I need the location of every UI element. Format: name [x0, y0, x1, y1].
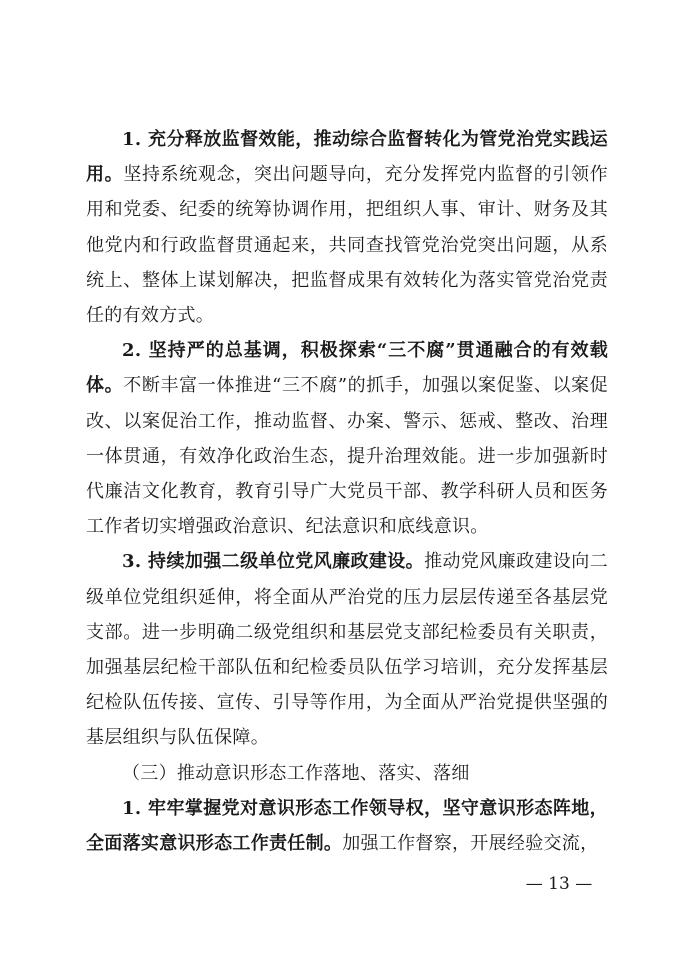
- paragraph-1-lead: 1. 充分释放监督效能，推动综合监督转化为管党治党实践运用。: [86, 129, 608, 186]
- paragraph-4-body: 加强工作督察，开展经验交流，: [342, 833, 599, 855]
- paragraph-1: [86, 122, 608, 333]
- document-body: [86, 122, 608, 861]
- paragraph-3-lead: 3. 持续加强二级单位党风廉政建设。: [122, 551, 425, 573]
- paragraph-3: [86, 544, 608, 755]
- paragraph-4-lead: 1. 牢牢掌握党对意识形态工作领导权，坚守意识形态阵地，全面落实意识形态工作责任制。: [86, 797, 608, 855]
- paragraph-2: [86, 333, 608, 544]
- paragraph-4: [86, 791, 608, 861]
- paragraph-1-body: 坚持系统观念，突出问题导向，充分发挥党内监督的引领作用和党委、纪委的统筹协调作用，把组织人事、审计、财务及其他党内和行政监督贯通起来，共同查找管党治党突出问题，从系统上、整体上谋划解决，把监督成果有效转化为落实管党治党责任的有效方式。: [86, 164, 608, 327]
- paragraph-3-body: 推动党风廉政建设向二级单位党组织延伸，将全面从严治党的压力层层传递至各基层党支部。进一步明确二级党组织和基层党支部纪检委员有关职责，加强基层纪检干部队伍和纪检委员队伍学习培训，充分发挥基层纪检队伍传接、宣传、引导等作用，为全面从严治党提供坚强的基层组织与队伍保障。: [86, 551, 608, 749]
- paragraph-2-lead: 2. 坚持严的总基调，积极探索“三不腐”贯通融合的有效载体。: [86, 340, 608, 397]
- paragraph-2-body: 不断丰富一体推进“三不腐”的抓手，加强以案促鉴、以案促改、以案促治工作，推动监督、办案、警示、惩戒、整改、治理一体贯通，有效净化政治生态，提升治理效能。进一步加强新时代廉洁文化教育，教育引导广大党员干部、教学科研人员和医务工作者切实增强政治意识、纪法意识和底线意识。: [86, 375, 608, 538]
- page-number: — 13 —: [525, 874, 593, 894]
- section-heading: （三）推动意识形态工作落地、落实、落细: [122, 762, 470, 784]
